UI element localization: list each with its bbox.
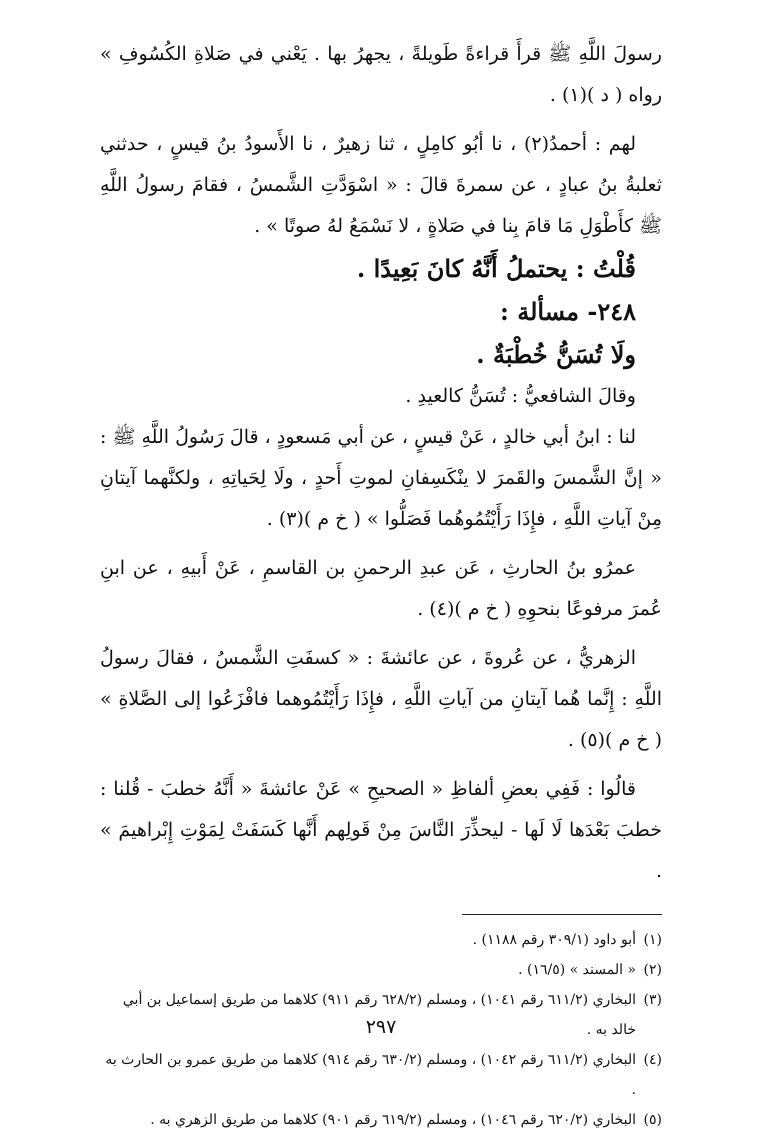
page-number: ٢٩٧ [365,1016,397,1038]
footnote-number: (٤) [643,1052,662,1068]
footnote-number: (٥) [643,1112,662,1128]
paragraph-2: لهم : أحمدُ(٢) ، نا أبُو كامِلٍ ، ثنا زهيرٌ ، نا الأَسودُ بنُ قيسٍ ، حدثني ثعلبةُ بنُ عبادٍ ، عن سمرةَ قالَ : « اسْوَدَّتِ الشَّمسُ ، فقامَ رسولُ اللَّهِ ﷺ كأَطْوَلِ مَا قامَ بِنا في صَلاةٍ ، لا نَسْمَعُ لهُ صوتًا » . [100,133,662,237]
paragraph-aisha: الزهريُّ ، عن عُروةَ ، عن عائشةَ : « كسفَتِ الشَّمسُ ، فقالَ رسولُ اللَّهِ : إِنَّما هُما آيتانِ من آياتِ اللَّهِ ، فإِذَا رَأَيْتُمُوهما فافْزَعُوا إلى الصَّلاةِ » ( خ م )(٥) . [100,647,662,751]
footnote-number: (٢) [643,962,662,978]
footnote-4 [100,1045,662,1105]
footnote-number: (٣) [643,992,662,1008]
issue-heading: ٢٤٨- مسألة : [500,297,636,326]
footnote-text: « المسند » (١٦/٥) . [518,962,636,978]
paragraph-1: رسولَ اللَّهِ ﷺ قرأَ قراءةً طَويلةً ، يجهرُ بها . يَعْني في صَلاةِ الكُسُوفِ » رواه ( د )(١) . [100,43,662,106]
paragraph-shafii: وقالَ الشافعيُّ : تُسَنُّ كالعيدِ . [405,385,636,407]
issue-statement: ولَا تُسَنُّ خُطْبَةٌ . [476,340,636,369]
footnote-5 [100,1105,662,1135]
paragraph-abi-masud: لنا : ابنُ أبي خالدٍ ، عَنْ قيسٍ ، عن أبي مَسعودٍ ، قالَ رَسُولُ اللَّهِ ﷺ : « إنَّ الشَّمسَ والقَمرَ لا ينْكَسِفانِ لموتِ أَحدٍ ، ولَا لِحَياتِهِ ، ولكنَّهما آيتانِ مِنْ آياتِ اللَّهِ ، فإِذَا رَأَيْتُمُوهُما فَصَلُّوا » ( خ م )(٣) . [100,426,662,530]
footnote-text: البخاري (٦١١/٢ رقم ١٠٤١) ، ومسلم (٦٢٨/٢ رقم ٩١١) كلاهما من طريق إسماعيل بن أبي خالد به . [122,992,636,1038]
footnote-2 [100,955,662,985]
footnote-divider [462,914,662,915]
footnote-text: البخاري (٦٢٠/٢ رقم ١٠٤٦) ، ومسلم (٦١٩/٢ رقم ٩٠١) كلاهما من طريق الزهري به . [150,1112,636,1128]
footnote-1 [100,925,662,955]
paragraph-objection: قالُوا : فَفِي بعضِ ألفاظِ « الصحيحِ » عَنْ عائشةَ « أَنَّهُ خطبَ - قُلنا : خطبَ بَعْدَها لَا لَها - ليحذِّرَ النَّاسَ مِنْ قَولِهم أَنَّها كَسَفَتْ لِمَوْتِ إِبْراهيمَ » . [100,778,662,882]
paragraph-ibn-umar: عمرُو بنُ الحارثِ ، عَن عبدِ الرحمنِ بن القاسمِ ، عَنْ أَبيهِ ، عن ابنِ عُمرَ مرفوعًا بنحوِهِ ( خ م )(٤) . [100,557,662,620]
footnote-text: أبو داود (٣٠٩/١ رقم ١١٨٨) . [472,932,636,948]
note-heading: قُلْتُ : يحتملُ أَنَّهُ كانَ بَعِيدًا . [356,254,636,283]
footnote-text: البخاري (٦١١/٢ رقم ١٠٤٢) ، ومسلم (٦٣٠/٢ رقم ٩١٤) كلاهما من طريق عمرو بن الحارث به . [105,1052,636,1098]
footnote-number: (١) [643,932,662,948]
